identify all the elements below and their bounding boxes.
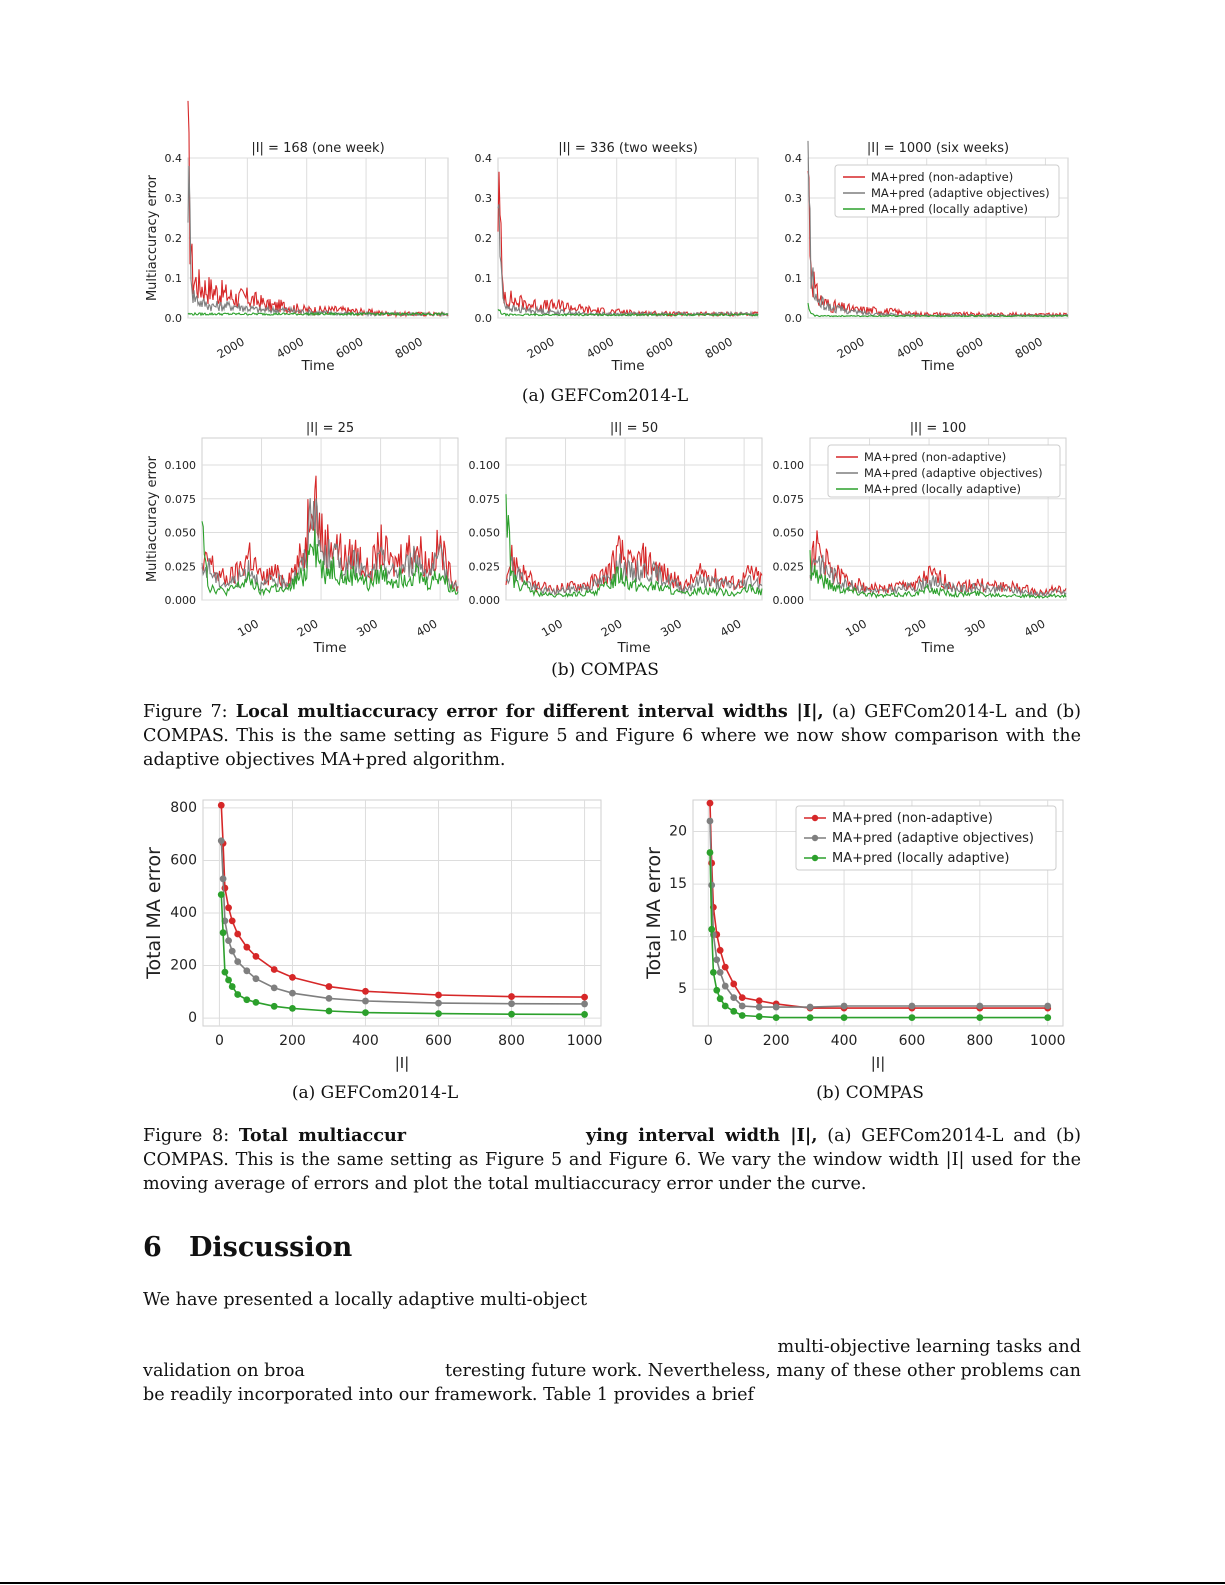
chart8-legend-marker — [812, 855, 818, 861]
chart7-xlabel: |I| — [394, 1054, 410, 1072]
discussion-line-4: be readily incorporated into our framework. Table 1 provides a brief — [143, 1385, 755, 1405]
chart8-series-2-point — [730, 994, 737, 1001]
chart8-series-2-point — [1044, 1003, 1051, 1010]
chart8-series-3-point — [1044, 1014, 1051, 1021]
chart8-series-1-point — [717, 947, 724, 954]
chart4-xtick-label: 300 — [354, 616, 381, 640]
chart2-xtick-label: 6000 — [643, 334, 676, 362]
chart8-series-2-point — [909, 1003, 916, 1010]
chart4-title: |I| = 25 — [305, 421, 355, 436]
fig8-caption-bold-1: Total multiaccur — [238, 1125, 406, 1146]
chart8-legend-marker — [812, 815, 818, 821]
chart7-series-2-point — [234, 958, 241, 965]
chart7-series-1-point — [234, 931, 241, 938]
chart3-xtick-label: 2000 — [834, 334, 867, 362]
figure-8-caption — [143, 1124, 1081, 1196]
chart5-plot-area — [506, 438, 762, 600]
chart8-series-3-point — [710, 969, 717, 976]
chart3-title: |I| = 1000 (six weeks) — [866, 141, 1010, 156]
chart2-ytick-label: 0.1 — [474, 272, 492, 285]
chart8-series-3-point — [717, 995, 724, 1002]
chart3-ytick-label: 0.3 — [784, 192, 802, 205]
chart7-series-1-point — [218, 802, 225, 809]
chart6-xtick-label: 300 — [962, 616, 989, 640]
chart2-xtick-label: 8000 — [702, 334, 735, 362]
fig8-caption-bold-2: ying interval width |I|, — [586, 1125, 818, 1146]
chart1-ytick-label: 0.0 — [164, 312, 182, 325]
discussion-line-3b: teresting future work. Nevertheless, many of these other problems can — [445, 1361, 1081, 1381]
chart8-series-2-point — [773, 1004, 780, 1011]
section-number: 6 — [143, 1232, 162, 1263]
chart7-series-3-point — [225, 977, 232, 984]
chart8-series-3-point — [773, 1014, 780, 1021]
fig8-caption-label: Figure 8: — [143, 1126, 230, 1146]
chart8-ytick-label: 5 — [678, 981, 687, 998]
chart8-series-1-point — [756, 997, 763, 1004]
chart8-series-3-point — [909, 1014, 916, 1021]
chart7-series-1-point — [271, 966, 278, 973]
chart7-ylabel: Total MA error — [143, 847, 165, 979]
chart7-xtick-label: 0 — [214, 1033, 224, 1049]
chart7-series-2-point — [229, 948, 236, 955]
chart8-series-3-point — [707, 849, 714, 856]
chart7-series-3-point — [222, 969, 229, 976]
chart5-xtick-label: 300 — [658, 616, 685, 640]
chart8-series-1-point — [730, 981, 737, 988]
discussion-line-2: multi-objective learning tasks and — [777, 1337, 1081, 1357]
chart7-xtick-label: 200 — [279, 1033, 306, 1049]
chart1-ylabel: Multiaccuracy error — [145, 174, 160, 302]
chart7-series-3-point — [581, 1011, 588, 1018]
chart7-series-1-point — [581, 994, 588, 1001]
chart7-xtick-label: 400 — [352, 1033, 379, 1049]
chart7-series-2-point — [435, 1000, 442, 1007]
chart8-series-3-point — [722, 1003, 729, 1010]
fig8-subcaption-a: (a) GEFCom2014-L — [291, 1083, 459, 1103]
chart8-series-2-point — [722, 983, 729, 990]
chart7-series-3-point — [243, 996, 250, 1003]
chart6-ytick-label: 0.075 — [772, 492, 804, 506]
chart6-xlabel: Time — [921, 640, 955, 656]
chart8-series-2-point — [739, 1003, 746, 1010]
chart2-ytick-label: 0.2 — [474, 232, 492, 245]
chart6-xtick-label: 400 — [1021, 616, 1048, 640]
chart4-ytick-label: 0.075 — [164, 492, 196, 506]
chart8-legend-label: MA+pred (adaptive objectives) — [832, 831, 1034, 846]
chart6-ytick-label: 0.050 — [772, 526, 804, 540]
chart8-series-1-point — [722, 964, 729, 971]
chart3-legend-label: MA+pred (non-adaptive) — [871, 170, 1014, 184]
chart2-ytick-label: 0.0 — [474, 312, 492, 325]
chart6-ytick-label: 0.100 — [772, 459, 804, 472]
chart1-xtick-label: 4000 — [273, 334, 307, 362]
chart7-series-3-point — [508, 1011, 515, 1018]
chart3-legend-label: MA+pred (adaptive objectives) — [871, 186, 1050, 200]
chart4-xlabel: Time — [313, 640, 347, 656]
fig8-caption-text: (a) GEFCom2014-L and (b) COMPAS. This is the same setting as Figure 5 and Figure 6. We vary the window width |I| used for the moving average of errors and plot the total multiaccuracy error under the curve. — [143, 1126, 1082, 1194]
chart8-series-3-point — [976, 1014, 983, 1021]
fig7-caption-text: (a) GEFCom2014-L and (b) COMPAS. This is the same setting as Figure 5 and Figure 6 where we now show comparison with the adaptive objectives MA+pred algorithm. — [143, 702, 1082, 770]
chart1-ytick-label: 0.2 — [164, 232, 182, 245]
chart7-series-1-point — [243, 944, 250, 951]
chart2-ytick-label: 0.4 — [474, 152, 492, 165]
chart8-series-1-point — [739, 994, 746, 1001]
chart3-ytick-label: 0.4 — [784, 152, 802, 165]
chart3-ytick-label: 0.1 — [784, 272, 802, 285]
chart3-xtick-label: 6000 — [953, 334, 986, 362]
chart4-ytick-label: 0.050 — [164, 526, 196, 540]
chart8-xtick-label: 800 — [966, 1033, 994, 1049]
chart7-ytick-label: 400 — [170, 905, 197, 921]
chart7-series-2-point — [253, 975, 260, 982]
chart5-ytick-label: 0.000 — [468, 594, 500, 607]
chart7-series-3-point — [271, 1003, 278, 1010]
chart7-series-3-point — [253, 999, 260, 1006]
chart6-title: |I| = 100 — [909, 421, 967, 436]
chart8-series-2-point — [713, 956, 720, 963]
chart3-xtick-label: 4000 — [893, 334, 927, 362]
chart3-legend-label: MA+pred (locally adaptive) — [871, 202, 1028, 216]
chart5-ytick-label: 0.025 — [468, 560, 500, 574]
chart5-xtick-label: 100 — [539, 616, 566, 640]
chart8-series-2-point — [717, 969, 724, 976]
chart7-series-1-point — [435, 992, 442, 999]
chart7-series-2-point — [225, 937, 232, 944]
fig7-subcaption-a: (a) GEFCom2014-L — [521, 386, 689, 406]
chart4-xtick-label: 200 — [294, 616, 321, 640]
chart8-series-3-point — [841, 1014, 848, 1021]
chart7-ytick-label: 600 — [170, 852, 197, 869]
chart4-ytick-label: 0.000 — [164, 594, 196, 607]
chart7-series-2-point — [362, 998, 369, 1005]
chart4-ylabel: Multiaccuracy error — [145, 455, 160, 583]
chart7-xtick-label: 800 — [498, 1033, 525, 1049]
chart7-ytick-label: 800 — [170, 799, 197, 816]
chart8-series-2-point — [708, 882, 715, 889]
chart8-ylabel: Total MA error — [643, 847, 665, 979]
chart8-series-3-point — [807, 1014, 814, 1021]
chart8-series-3-point — [730, 1008, 737, 1015]
chart5-ytick-label: 0.050 — [468, 526, 500, 540]
chart7-xtick-label: 600 — [425, 1033, 452, 1049]
chart1-ytick-label: 0.1 — [164, 272, 182, 285]
chart7-series-2-point — [581, 1001, 588, 1008]
chart6-ytick-label: 0.025 — [772, 560, 804, 574]
chart2-xtick-label: 4000 — [583, 334, 617, 362]
chart7-series-2-point — [218, 837, 225, 844]
chart7-series-3-point — [289, 1005, 296, 1012]
chart2-xlabel: Time — [611, 358, 645, 374]
chart1-xtick-label: 6000 — [333, 334, 366, 362]
chart8-xtick-label: 200 — [762, 1033, 790, 1049]
figure-7-caption — [143, 700, 1081, 772]
chart8-series-2-point — [841, 1003, 848, 1010]
chart1-title: |I| = 168 (one week) — [251, 141, 385, 156]
chart4-xtick-label: 400 — [413, 616, 440, 640]
chart1-xtick-label: 8000 — [392, 334, 425, 362]
section-heading — [143, 1232, 352, 1263]
chart7-ytick-label: 0 — [188, 1010, 197, 1027]
chart8-series-3-point — [739, 1012, 746, 1019]
chart7-ytick-label: 200 — [170, 957, 197, 974]
chart8-xtick-label: 600 — [898, 1033, 926, 1049]
chart3-ytick-label: 0.2 — [784, 232, 802, 245]
page-bottom-rule — [0, 1582, 1225, 1584]
chart8-xtick-label: 0 — [703, 1033, 713, 1049]
chart6-xtick-label: 200 — [902, 616, 929, 640]
chart5-xtick-label: 400 — [717, 616, 744, 640]
chart8-series-2-point — [707, 818, 714, 825]
chart7-series-1-point — [362, 988, 369, 995]
chart6-xtick-label: 100 — [843, 616, 870, 640]
chart8-legend-label: MA+pred (non-adaptive) — [832, 811, 993, 826]
chart8-series-1-point — [707, 800, 714, 807]
chart7-series-2-point — [220, 875, 227, 882]
chart2-ytick-label: 0.3 — [474, 192, 492, 205]
chart6-legend-label: MA+pred (non-adaptive) — [864, 450, 1007, 464]
chart5-title: |I| = 50 — [609, 421, 659, 436]
chart7-series-2-point — [271, 984, 278, 991]
chart7-series-2-point — [243, 967, 250, 974]
chart3-xlabel: Time — [921, 358, 955, 374]
chart7-series-1-point — [289, 974, 296, 981]
chart7-xtick-label: 1000 — [566, 1033, 603, 1049]
chart4-ytick-label: 0.100 — [164, 459, 196, 472]
chart8-xlabel: |I| — [870, 1054, 886, 1072]
chart7-series-3-point — [435, 1010, 442, 1017]
chart7-series-1-point — [222, 885, 229, 892]
chart5-ytick-label: 0.075 — [468, 492, 500, 506]
chart7-series-3-point — [326, 1008, 333, 1015]
fig7-caption-label: Figure 7: — [143, 702, 228, 722]
chart8-legend-label: MA+pred (locally adaptive) — [832, 851, 1010, 866]
chart8-legend-marker — [812, 835, 818, 841]
chart1-ytick-label: 0.4 — [164, 152, 182, 165]
chart8-xtick-label: 400 — [830, 1033, 858, 1049]
chart7-series-3-point — [362, 1009, 369, 1016]
discussion-line-3a: validation on broa — [143, 1361, 305, 1381]
chart4-xtick-label: 100 — [235, 616, 262, 640]
chart7-series-1-point — [225, 904, 232, 911]
chart7-series-3-point — [220, 929, 227, 936]
chart8-series-3-point — [756, 1013, 763, 1020]
chart8-series-3-point — [708, 926, 715, 933]
chart8-series-2-point — [807, 1004, 814, 1011]
chart2-title: |I| = 336 (two weeks) — [558, 141, 698, 156]
chart7-series-1-point — [508, 993, 515, 1000]
chart7-series-3-point — [218, 891, 225, 898]
chart2-xtick-label: 2000 — [524, 334, 557, 362]
chart8-ytick-label: 20 — [669, 823, 687, 840]
chart8-ytick-label: 10 — [669, 928, 687, 945]
chart6-legend-label: MA+pred (locally adaptive) — [864, 482, 1021, 496]
chart5-xlabel: Time — [617, 640, 651, 656]
chart3-ytick-label: 0.0 — [784, 312, 802, 325]
chart7-series-2-point — [289, 990, 296, 997]
chart7-series-3-point — [234, 991, 241, 998]
chart1-ytick-label: 0.3 — [164, 192, 182, 205]
chart6-legend-label: MA+pred (adaptive objectives) — [864, 466, 1043, 480]
chart7-series-3-point — [229, 983, 236, 990]
chart7-series-1-point — [253, 953, 260, 960]
fig8-subcaption-b: (b) COMPAS — [816, 1083, 924, 1103]
chart8-ytick-label: 15 — [669, 876, 687, 893]
chart4-ytick-label: 0.025 — [164, 560, 196, 574]
chart3-xtick-label: 8000 — [1012, 334, 1045, 362]
fig7-subcaption-b: (b) COMPAS — [551, 660, 659, 680]
chart8-series-3-point — [713, 987, 720, 994]
chart8-series-2-point — [976, 1003, 983, 1010]
chart8-series-2-point — [756, 1004, 763, 1011]
chart6-ytick-label: 0.000 — [772, 594, 804, 607]
chart7-series-2-point — [326, 995, 333, 1002]
chart8-xtick-label: 1000 — [1029, 1033, 1066, 1049]
fig7-caption-bold: Local multiaccuracy error for different interval widths |I|, — [235, 701, 824, 722]
chart5-xtick-label: 200 — [598, 616, 625, 640]
chart1-xtick-label: 2000 — [214, 334, 247, 362]
chart7-series-2-point — [508, 1000, 515, 1007]
chart7-series-1-point — [326, 983, 333, 990]
section-title: Discussion — [189, 1232, 353, 1263]
chart1-xlabel: Time — [301, 358, 335, 374]
discussion-line-1: We have presented a locally adaptive multi-object — [143, 1290, 588, 1310]
chart5-ytick-label: 0.100 — [468, 459, 500, 472]
chart7-series-1-point — [229, 917, 236, 924]
